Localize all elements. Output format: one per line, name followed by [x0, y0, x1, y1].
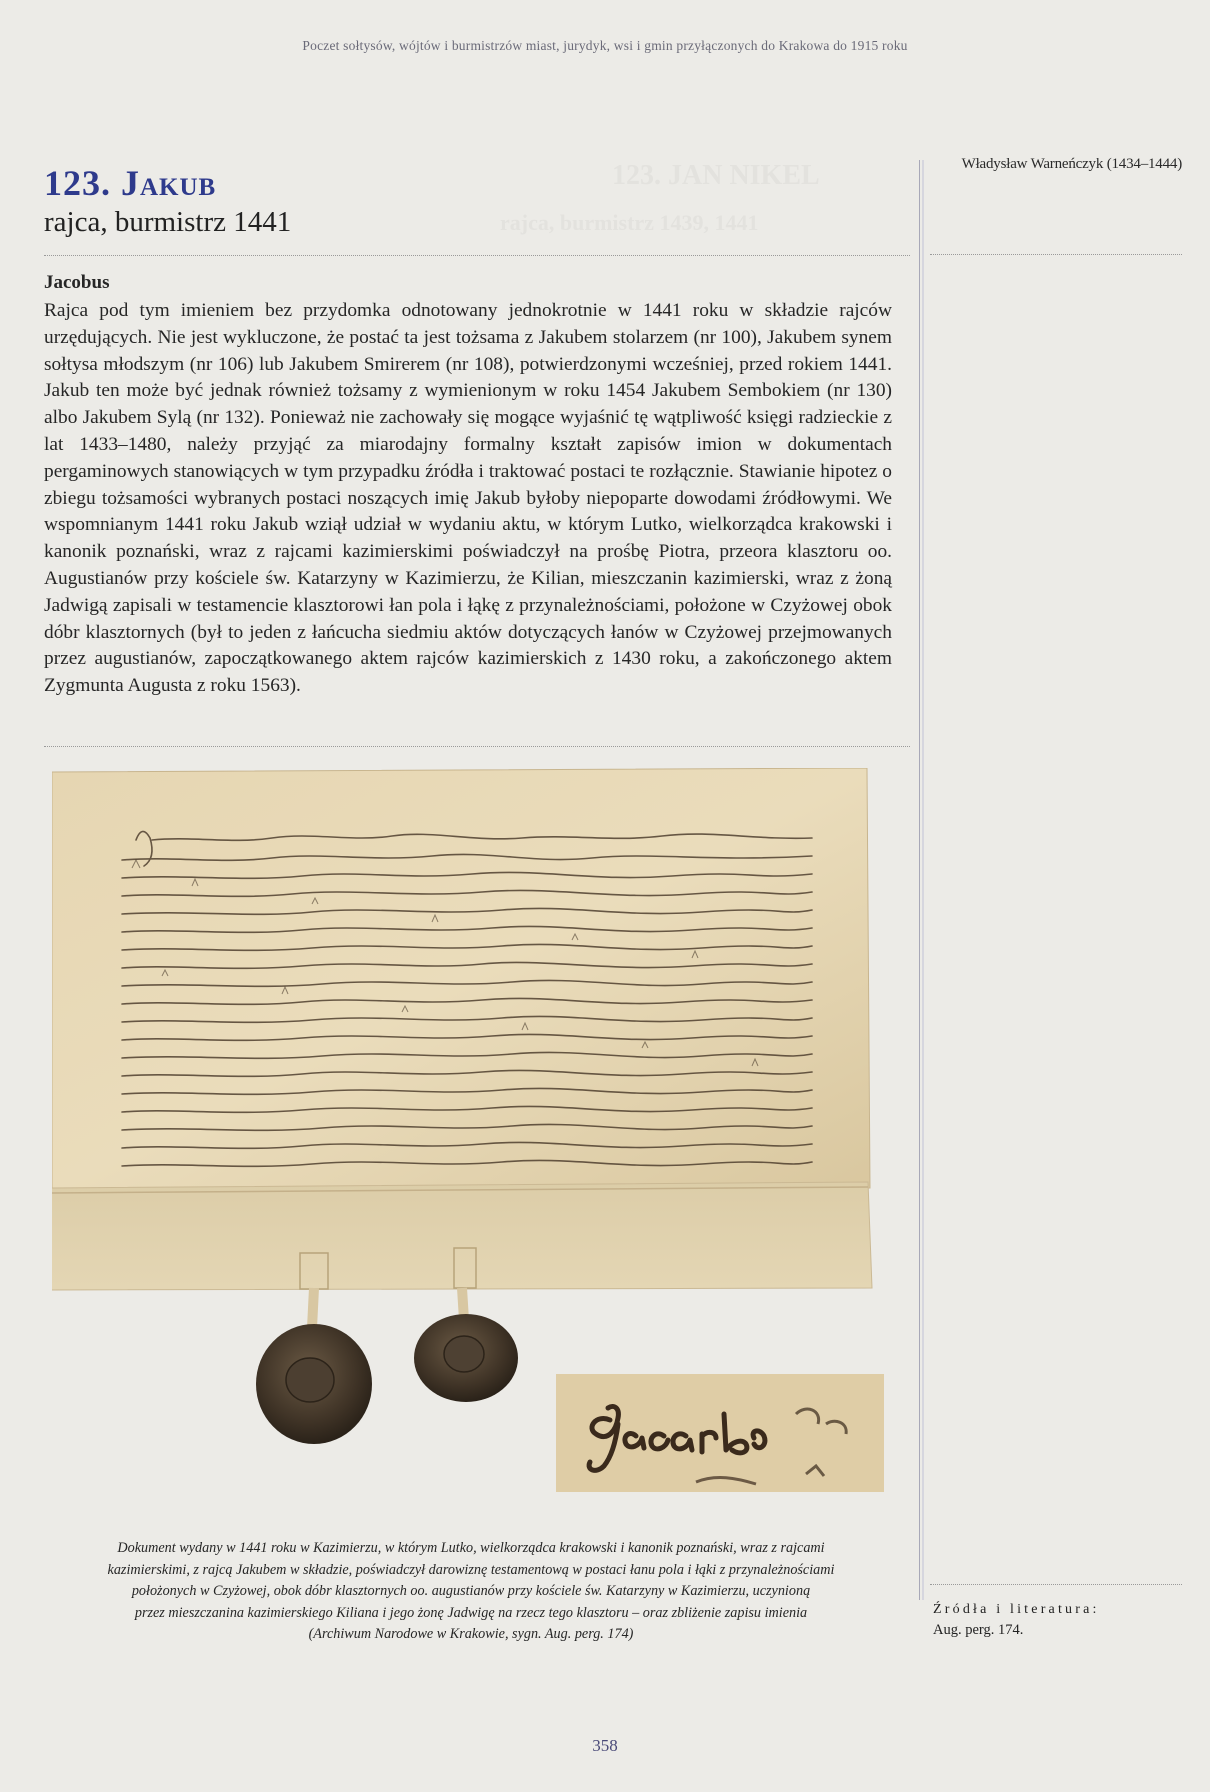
sources-text: Aug. perg. 174.: [933, 1622, 1024, 1638]
bleed-through: rajca, burmistrz 1439, 1441: [500, 210, 759, 235]
column-rule: [919, 160, 920, 1600]
figure-caption: [40, 1538, 902, 1646]
entry-number: 123.: [44, 163, 111, 203]
body-text: Rajca pod tym imieniem bez przydomka odnotowany jednokrotnie w 1441 roku w składzie rajców urzędujących. Nie jest wykluczone, że postać ta jest tożsama z Jakubem stolarzem (nr 100), Jakubem synem sołtysa młodszym (nr 106) lub Jakubem Smirerem (nr 108), potwierdzonymi wcześniej, przed rokiem 1441. Jakub ten może być jednak również tożsamy z wymienionym w roku 1454 Jakubem Sembokiem (nr 130) albo Jakubem Sylą (nr 132). Ponieważ nie zachowały się mogące wyjaśnić tę wątpliwość księgi radzieckie z lat 1433–1480, należy przyjąć za miarodajny formalny kształt zapisów imion w dokumentach pergaminowych stanowiących w tym przypadku źródła i traktować postaci te rozłącznie. Stawianie hipotez o zbiegu tożsamości wybranych postaci noszących imię Jakub byłoby niepoparte dowodami źródłowymi. We wspomnianym 1441 roku Jakub wziął udział w wydaniu aktu, w którym Lutko, wielkorządca krakowski i kanonik poznański, wraz z rajcami kazimierskimi poświadczył na prośbę Piotra, przeora klasztoru oo. Augustianów przy kościele św. Katarzyny w Kazimierzu, że Kilian, mieszczanin kazimierski, wraz z żoną Jadwigą zapisali w testamencie klasztorowi łan pola i łąkę z przynależnościami, położone w Czyżowej obok dóbr klasztornych (był to jeden z łańcucha siedmiu aktów dotyczących łanów w Czyżowej przejmowanych przez augustianów, zapoczątkowanego aktem rajców kazimierskich z 1430 roku, a zakończonego aktem Zygmunta Augusta z roku 1563).: [44, 300, 892, 697]
caption-line: kazimierskimi, z rajcą Jakubem w składzie, poświadczył darowiznę testamentową w postaci łanu pola i łąki z przynależnościami: [107, 1561, 835, 1578]
divider: [930, 1584, 1182, 1585]
entry-title: [44, 162, 291, 204]
caption-line: przez mieszczanina kazimierskiego Kiliana i jego żonę Jadwigę na rzecz tego klasztoru – oraz zbliżenie zapisu imienia: [134, 1604, 808, 1621]
caption-line: Dokument wydany w 1441 roku w Kazimierzu, w którym Lutko, wielkorządca krakowski i kanonik poznański, wraz z rajcami: [117, 1540, 825, 1556]
signature-detail-photo: [556, 1374, 884, 1492]
divider: [44, 255, 910, 256]
ruler-label: Władysław Warneńczyk (1434–1444): [961, 156, 1182, 172]
divider: [930, 254, 1182, 255]
column-rule: [922, 160, 924, 1600]
caption-line: położonych w Czyżowej, obok dóbr klasztornych oo. augustianów przy kościele św. Katarzyny w Kazimierzu, uczynioną: [131, 1583, 811, 1599]
caption-line: (Archiwum Narodowe w Krakowie, sygn. Aug. perg. 174): [308, 1626, 634, 1642]
bleed-through: 123. JAN NIKEL: [612, 160, 820, 191]
divider: [44, 746, 910, 747]
entry-name: Jakub: [121, 163, 217, 203]
sources-heading: Źródła i literatura:: [933, 1602, 1100, 1617]
lemma: Jacobus: [44, 272, 110, 293]
page-number: 358: [592, 1736, 618, 1755]
entry-heading: [44, 162, 291, 240]
entry-role: rajca, burmistrz 1441: [44, 206, 292, 238]
running-head: Poczet sołtysów, wójtów i burmistrzów miast, jurydyk, wsi i gmin przyłączonych do Krakowa do 1915 roku: [302, 38, 908, 53]
